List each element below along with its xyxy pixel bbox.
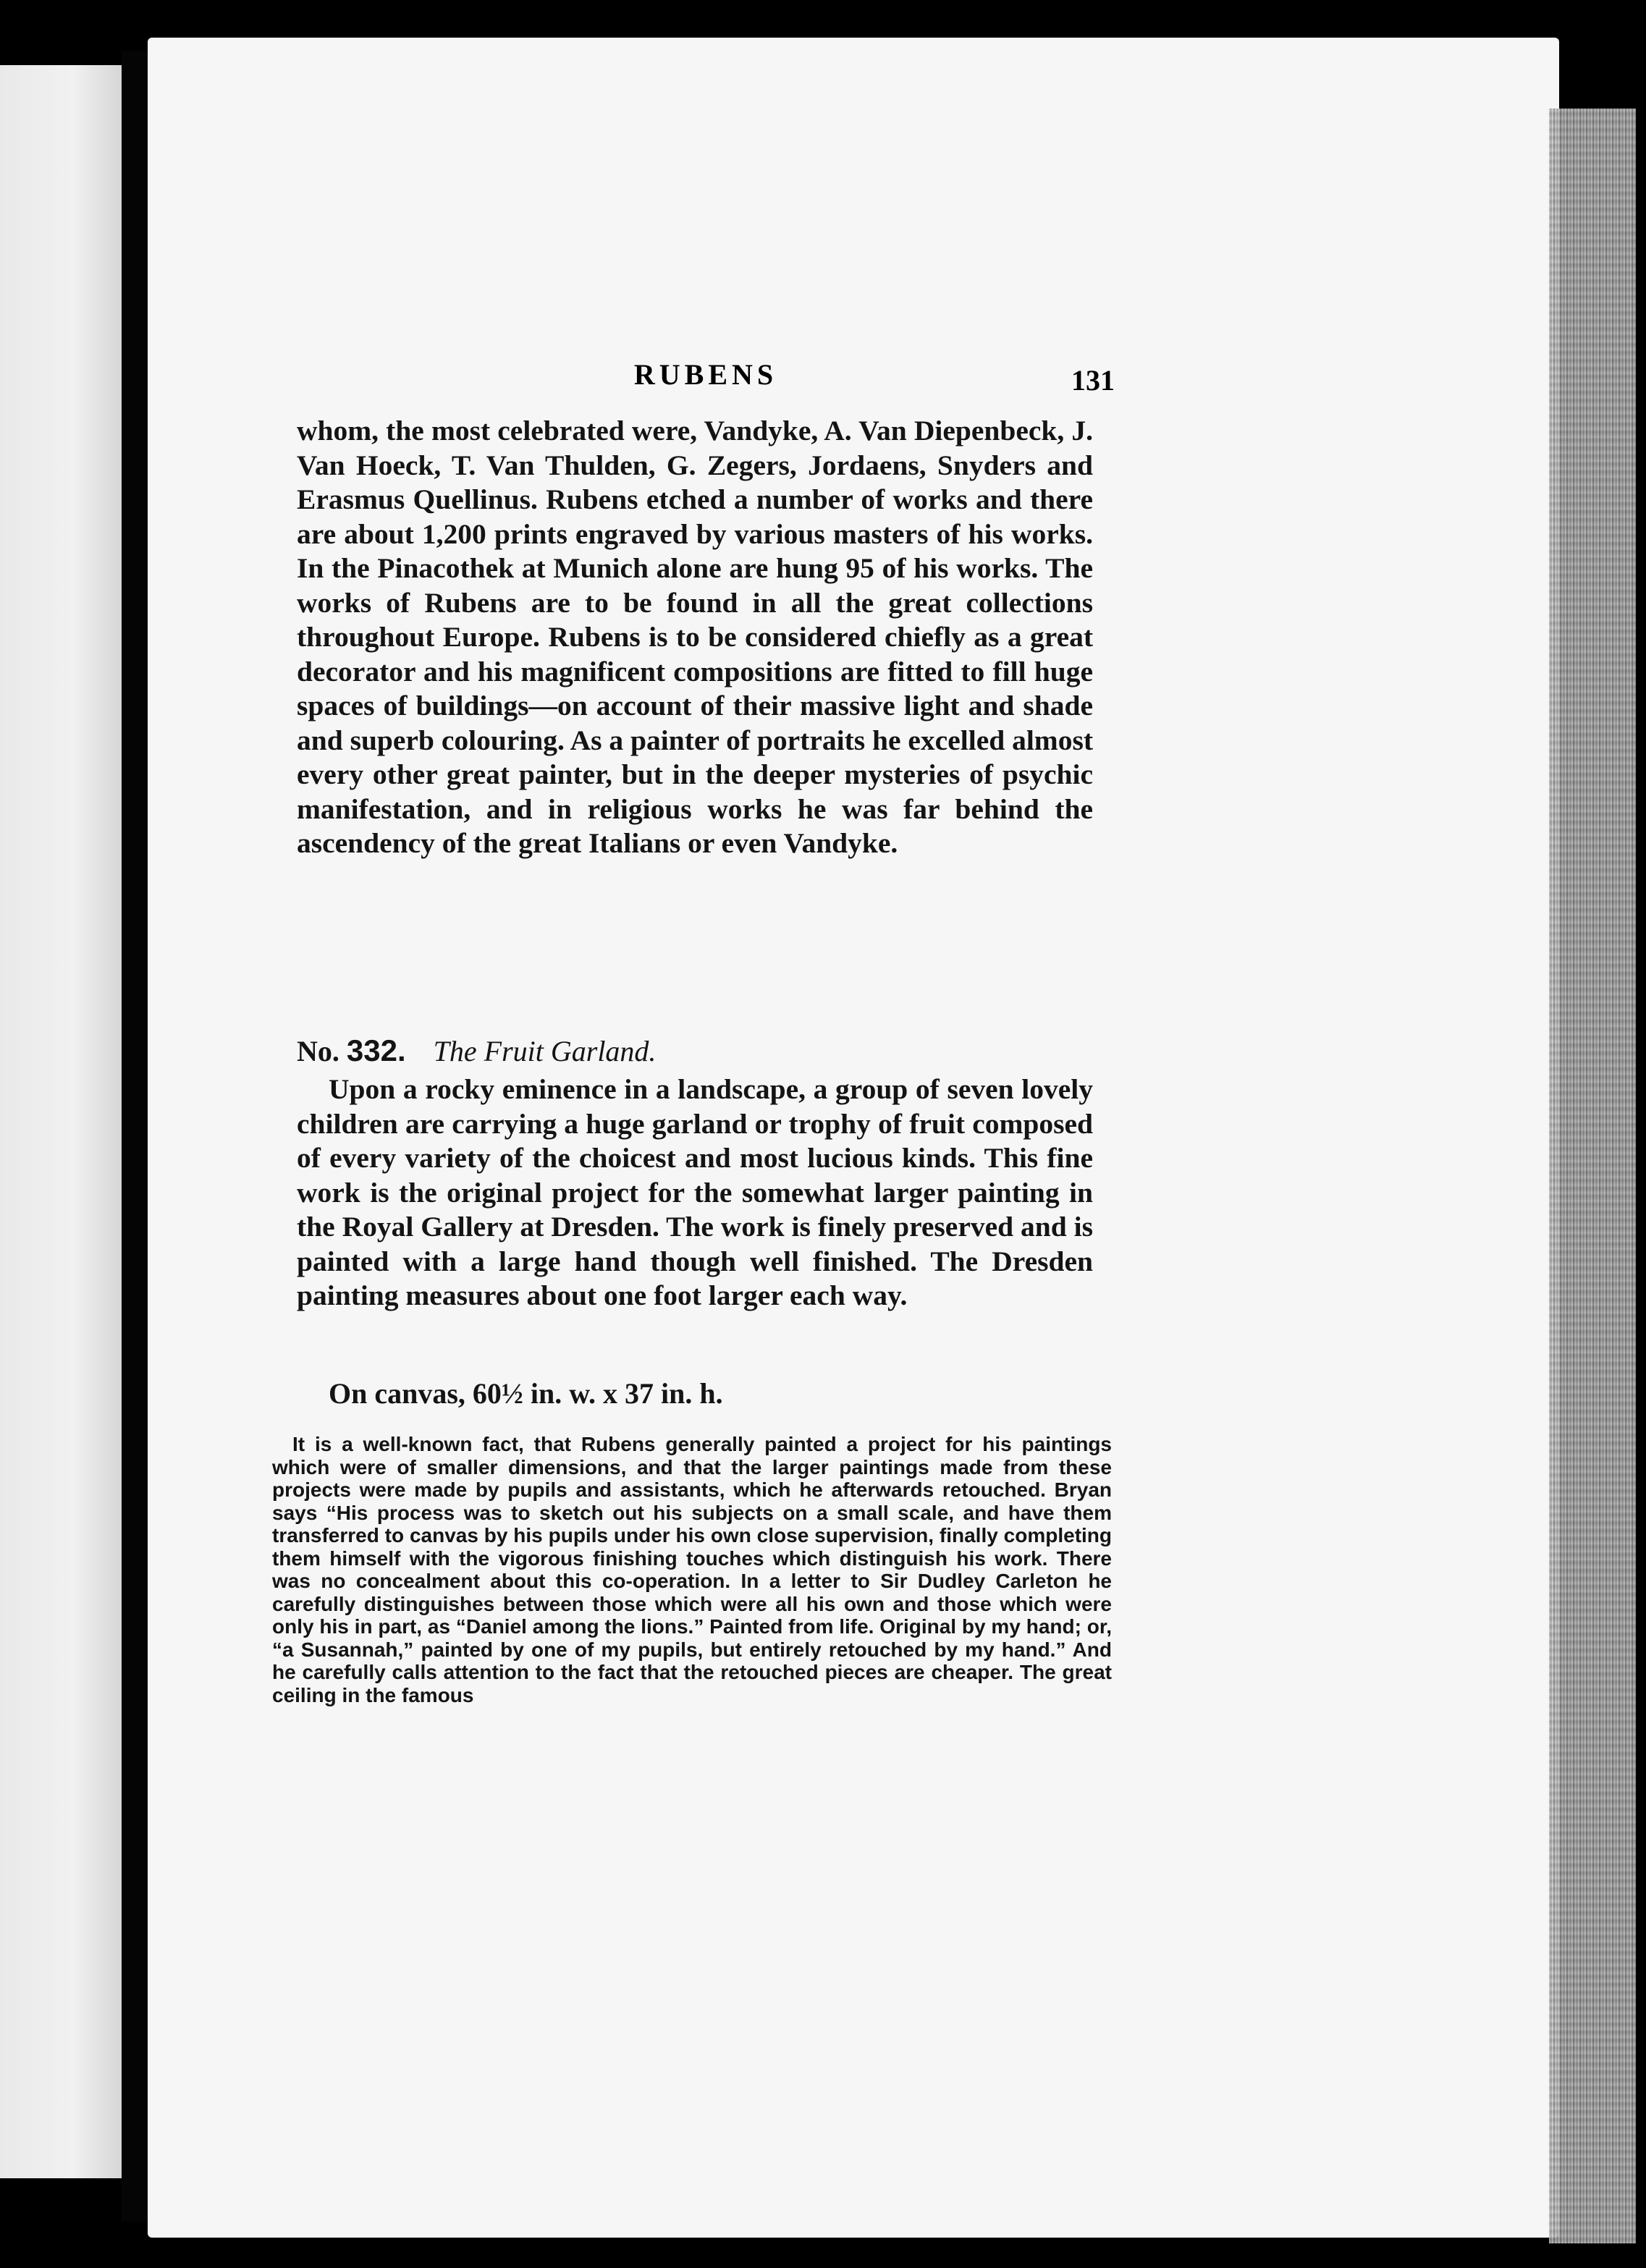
book-gutter <box>122 51 148 2222</box>
running-head-title: RUBENS <box>633 358 778 391</box>
running-head <box>297 352 1115 402</box>
entry-number: 332. <box>346 1033 406 1067</box>
body-paragraph-1 <box>297 414 1093 861</box>
left-page-edge <box>0 65 122 2178</box>
page-stack-edges <box>1549 109 1636 2243</box>
footnote-text: It is a well-known fact, that Rubens generally painted a project for his paintings which were of smaller dimensions, and that the larger paintings made from these projects were made by pupils and assistants, which he afterwards retouched. Bryan says “His process was to sketch out his subjects on a small scale, and have them transferred to canvas by his pupils under his own close supervision, finally completing them himself with the vigorous finishing touches which distinguish his work. There was no concealment about this co-operation. In a letter to Sir Dudley Carleton he carefully distinguishes between those which were all his own and those which were only his in part, as “Daniel among the lions.” Painted from life. Original by my hand; or, “a Susannah,” painted by one of my pupils, but entirely retouched by my hand.” And he carefully calls attention to the fact that the retouched pieces are cheaper. The great ceiling in the famous <box>272 1433 1112 1706</box>
entry-heading <box>297 1033 1093 1069</box>
footnote <box>272 1433 1112 1706</box>
paragraph-text: whom, the most celebrated were, Vandyke, A. Van Diepenbeck, J. Van Hoeck, T. Van Thulden, G. Zegers, Jordaens, Snyders and Erasmus Quellinus. Rubens etched a number of works and there are about 1,200 prints engraved by various masters of his works. In the Pinacothek at Munich alone are hung 95 of his works. The works of Rubens are to be found in all the great collections throughout Europe. Rubens is to be considered chiefly as a great decorator and his magnificent compositions are fitted to fill huge spaces of buildings—on account of their massive light and shade and superb colouring. As a painter of portraits he excelled almost every other great painter, but in the deeper mysteries of psychic manifestation, and in religious works he was far behind the ascendency of the great Italians or even Vandyke. <box>297 415 1093 859</box>
painting-dimensions: On canvas, 60½ in. w. x 37 in. h. <box>329 1377 723 1410</box>
entry-title: The Fruit Garland. <box>433 1035 657 1067</box>
body-paragraph-2 <box>297 1072 1093 1313</box>
entry-prefix: No. <box>297 1035 339 1067</box>
paragraph-text: Upon a rocky eminence in a landscape, a group of seven lovely children are carrying a huge garland or trophy of fruit composed of every variety of the choicest and most lucious kinds. This fine work is the original project for the somewhat larger painting in the Royal Gallery at Dresden. The work is finely preserved and is painted with a large hand though well finished. The Dresden painting measures about one foot larger each way. <box>297 1073 1093 1311</box>
page-number: 131 <box>1071 364 1115 397</box>
